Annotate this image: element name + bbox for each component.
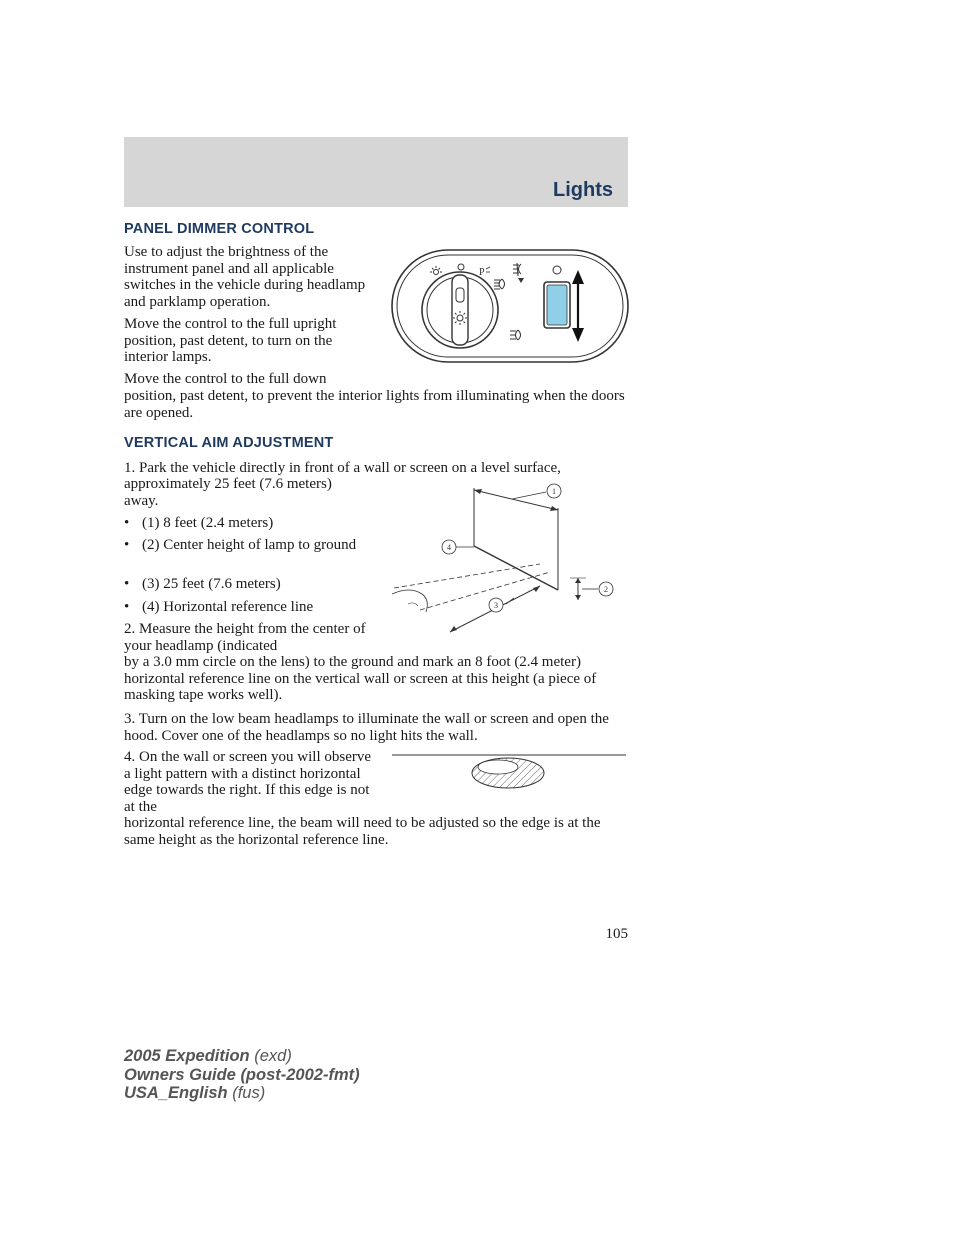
section-header-band (124, 137, 628, 207)
section-title: Lights (553, 179, 613, 201)
headlamp-aim-diagram (390, 480, 622, 636)
footer-guide: Owners Guide (post-2002-fmt) (124, 1065, 360, 1084)
step-1-rest: approximately 25 feet (7.6 meters) away. (124, 476, 332, 509)
document-footer (124, 1047, 360, 1103)
step-3: 3. Turn on the low beam headlamps to illuminate the wall or screen and open the hood. Cover one of the headlamps so no light hits the wall. (124, 711, 609, 744)
step-4-narrow: 4. On the wall or screen you will observe a light pattern with a distinct horizontal edge towards the right. If this edge is not at the (124, 749, 372, 815)
headlamp-switch-illustration (390, 248, 630, 364)
step-2-narrow: 2. Measure the height from the center of your headlamp (indicated (124, 621, 366, 654)
panel-dimmer-paragraph-2: Move the control to the full upright position, past detent, to turn on the interior lamps. (124, 316, 337, 365)
heading-panel-dimmer: PANEL DIMMER CONTROL (124, 221, 315, 237)
panel-dimmer-paragraph-3-line1: Move the control to the full down (124, 371, 327, 387)
footer-model: 2005 Expedition (124, 1047, 250, 1065)
vehicle-outline (392, 590, 427, 612)
step-4-rest: horizontal reference line, the beam will need to be adjusted so the edge is at the same height as the horizontal reference line. (124, 815, 601, 848)
svg-text:2: 2 (604, 585, 608, 594)
svg-text:4: 4 (447, 543, 451, 552)
manual-page: Lights PANEL DIMMER CONTROL Use to adjust the brightness of the instrument panel and all applicable switches in the vehicle during headlamp and parklamp operation. Move the control to the full upright position, past detent, to turn on the interior lamps. Move the control to the full down position, past detent, to prevent the interior lights from illuminating when the doors are opened. P VERTICAL AIM ADJUSTMENT 1. Park the vehicle directly in front of a wall or screen on a level surface, approximately 25 feet (7.6 meters) away. • (1) 8 feet (2.4 meters) • (2) Center height of lamp to ground • (3) 25 feet (7.6 meters) • (4) Horizontal reference line 2. Measure the height from the center of your headlamp (indicated by a 3.0 mm circle on the lens) to the ground and mark an 8 foot (2.4 meter) horizontal reference line on the vertical wall or screen at this height (a piece of masking tape works well). 3. Turn on the low beam headlamps to illuminate the wall or screen and open the hood. Cover one of the headlamps so no light hits the wall. 4. On the wall or screen you will observe a light pattern with a distinct horizontal edge towards the right. If this edge is not at the horizontal reference line, the beam will need to be adjusted so the edge is at the same height as the horizontal reference line. 1 4 3 2 105 2005 Expedition (exd) Owners Guide (post-2002-fmt) USA_English (fus) (0, 0, 954, 1235)
footer-language: USA_English (124, 1084, 228, 1102)
page-number: 105 (605, 926, 628, 942)
beam-pattern-illustration (390, 748, 628, 798)
footer-language-code: (fus) (232, 1084, 266, 1102)
svg-text:P: P (479, 267, 485, 278)
panel-dimmer-paragraph-3-rest: position, past detent, to prevent the interior lights from illuminating when the doors are opened. (124, 388, 625, 421)
step-2-rest: by a 3.0 mm circle on the lens) to the ground and mark an 8 foot (2.4 meter) horizontal reference line on the vertical wall or screen at this height (a piece of masking tape works well). (124, 654, 597, 703)
footer-model-code: (exd) (254, 1047, 292, 1065)
step-1-line1: 1. Park the vehicle directly in front of a wall or screen on a level surface, (124, 460, 561, 476)
svg-text:1: 1 (552, 487, 556, 496)
svg-text:3: 3 (494, 601, 498, 610)
panel-dimmer-paragraph-1: Use to adjust the brightness of the instrument panel and all applicable switches in the vehicle during headlamp and parklamp operation. (124, 244, 366, 310)
heading-vertical-aim: VERTICAL AIM ADJUSTMENT (124, 435, 334, 451)
